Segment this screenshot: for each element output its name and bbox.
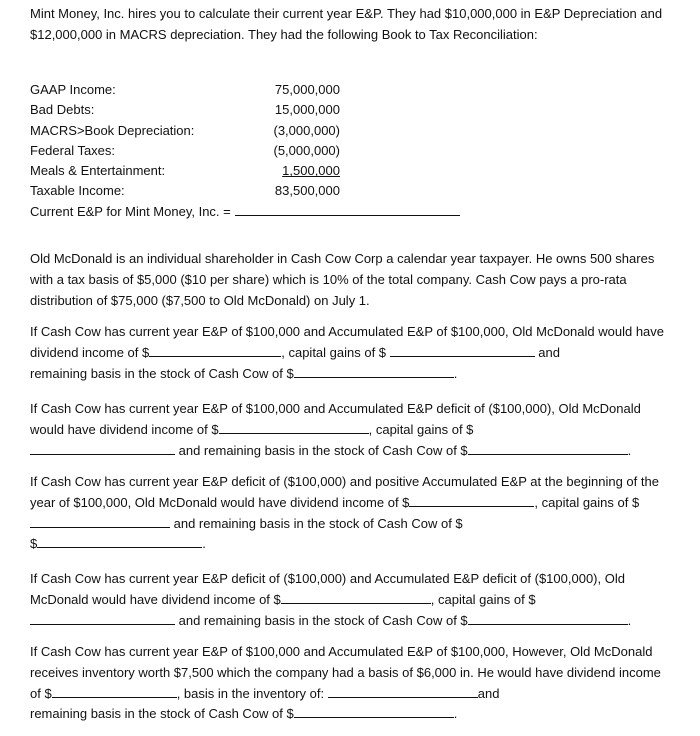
q4-dividend-blank[interactable] — [281, 590, 431, 604]
q3-text-b: , capital gains of $ — [534, 494, 640, 510]
q1-dividend-blank[interactable] — [149, 343, 281, 357]
q3-capital-gains-blank[interactable] — [30, 514, 170, 528]
q3-text-c: and remaining basis in the stock of Cash Cow of $ — [173, 515, 463, 531]
q4-basis-blank[interactable] — [468, 611, 628, 625]
q2-dividend-blank[interactable] — [219, 420, 369, 434]
intro-paragraph: Mint Money, Inc. hires you to calculate their current year E&P. They had $10,000,000 in E&P Depreciation and $12,000,000 in MACRS depreciation. They had the following Book to Tax Reconciliation: — [30, 6, 663, 42]
recon-row — [30, 100, 670, 120]
q5-basis-blank[interactable] — [294, 704, 454, 718]
recon-label: Federal Taxes: — [30, 142, 116, 158]
question-1 — [30, 322, 670, 384]
q1-text-a: If Cash Cow has current year E&P of $100,000 and Accumulated E&P of $100,000, Old McDonald would have dividend income of $ — [30, 324, 665, 360]
q5-text-b: , basis in the inventory of: — [176, 685, 325, 701]
q5-text-c: and — [477, 685, 500, 701]
scenario-intro: Old McDonald is an individual shareholder in Cash Cow Corp a calendar year taxpayer. He owns 500 shares with a tax basis of $5,000 ($10 per share) which is 10% of the total company. Cash Cow pays a pro-rata distribution of $75,000 ($7,500 to Old McDonald) on July 1. — [30, 251, 655, 308]
q2-text-a: If Cash Cow has current year E&P of $100,000 and Accumulated E&P deficit of ($100,000), Old McDonald would have dividend income of $ — [30, 401, 641, 437]
q2-capital-gains-blank[interactable] — [30, 441, 175, 455]
q4-text-a: If Cash Cow has current year E&P deficit of ($100,000) and Accumulated E&P deficit of ($100,000), Old McDonald would have dividend income of $ — [30, 571, 625, 607]
q3-dividend-blank[interactable] — [409, 493, 534, 507]
recon-label: Meals & Entertainment: — [30, 163, 166, 179]
recon-row — [30, 80, 670, 100]
current-ep-text: Current E&P for Mint Money, Inc. = — [30, 203, 231, 219]
q1-text-d: remaining basis in the stock of Cash Cow of $ — [30, 365, 294, 381]
recon-value: 83,500,000 — [274, 183, 340, 199]
current-ep-row — [30, 202, 670, 222]
recon-row — [30, 161, 670, 181]
q4-text-c: and remaining basis in the stock of Cash Cow of $ — [178, 612, 468, 628]
q4-text-d: . — [627, 612, 632, 628]
q2-text-c: and remaining basis in the stock of Cash Cow of $ — [178, 442, 468, 458]
recon-label: MACRS>Book Depreciation: — [30, 122, 195, 138]
q5-text-d: remaining basis in the stock of Cash Cow of $ — [30, 706, 294, 722]
q1-basis-blank[interactable] — [294, 364, 454, 378]
book-tax-reconciliation — [30, 80, 670, 222]
q1-text-c: and — [538, 344, 560, 360]
current-ep-blank[interactable] — [235, 202, 460, 216]
q2-basis-blank[interactable] — [468, 441, 628, 455]
recon-value: 75,000,000 — [274, 82, 340, 97]
question-3: If Cash Cow has current year E&P deficit of ($100,000) and positive Accumulated E&P at the beginning of the year of $100,000, Old McDonald would have dividend income of $ , capital gains of $ and remaining basis in the stock of Cash Cow of $ $ . — [30, 474, 659, 552]
q4-capital-gains-blank[interactable] — [30, 611, 175, 625]
q5-text-e: . — [453, 706, 458, 722]
question-2 — [30, 399, 670, 461]
recon-label: Taxable Income: — [30, 183, 125, 199]
q1-text-b: , capital gains of $ — [281, 344, 387, 360]
recon-value: 1,500,000 — [282, 163, 340, 179]
q3-text-d: . — [202, 536, 206, 552]
recon-label: Bad Debts: — [30, 102, 95, 118]
q1-capital-gains-blank[interactable] — [390, 343, 535, 357]
q3-basis-blank[interactable] — [37, 534, 202, 548]
recon-row — [30, 121, 670, 141]
recon-value: (3,000,000) — [273, 122, 340, 138]
recon-value: (5,000,000) — [273, 142, 340, 158]
recon-label: GAAP Income: — [30, 82, 116, 97]
current-ep-label — [30, 202, 460, 222]
q3-text-a: If Cash Cow has current year E&P deficit of ($100,000) and positive Accumulated E&P at the beginning of the year of $100,000, Old McDonald would have dividend income of $ — [30, 474, 659, 510]
q1-text-e: . — [453, 365, 458, 381]
q5-inventory-basis-blank[interactable] — [328, 684, 478, 698]
q5-text-a: If Cash Cow has current year E&P of $100,000 and Accumulated E&P of $100,000, However, Old McDonald receives inventory worth $7,500 which the company had a basis of $6,000 in. He would have dividend income of $ — [30, 644, 661, 701]
question-5 — [30, 642, 670, 725]
q5-dividend-blank[interactable] — [52, 684, 177, 698]
q4-text-b: , capital gains of $ — [430, 591, 536, 607]
recon-value: 15,000,000 — [274, 102, 340, 118]
q2-text-b: , capital gains of $ — [368, 421, 474, 437]
recon-row — [30, 141, 670, 161]
q2-text-d: . — [627, 442, 632, 458]
recon-row — [30, 181, 670, 201]
question-4 — [30, 569, 670, 631]
